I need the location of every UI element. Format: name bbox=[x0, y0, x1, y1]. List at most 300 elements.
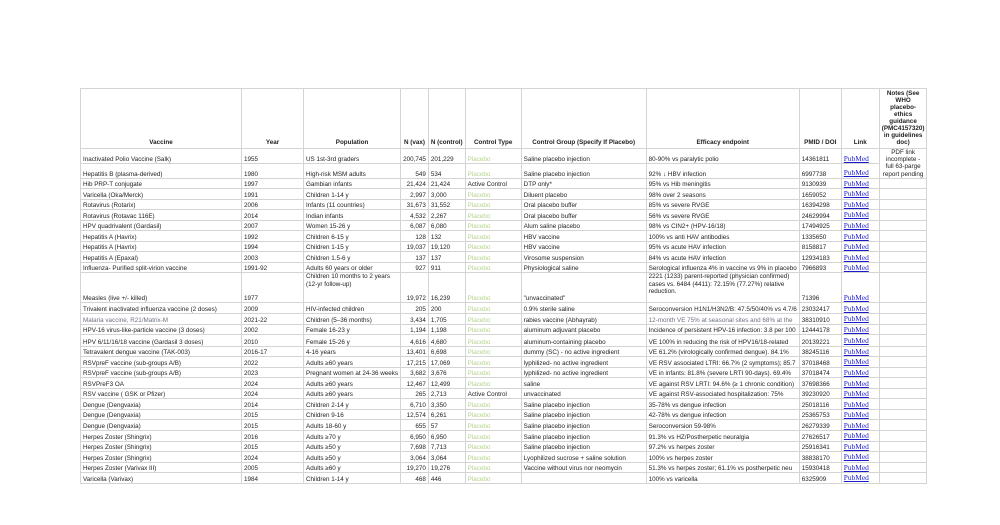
cell-control-group: aluminum adjuvant placebo bbox=[521, 324, 646, 335]
cell-control-group: Virosome suspension bbox=[521, 252, 646, 263]
cell-n-vax: 549 bbox=[401, 163, 429, 178]
cell-population: Female 16-23 y bbox=[304, 324, 401, 335]
cell-link bbox=[841, 357, 879, 368]
pubmed-link[interactable]: PubMed bbox=[843, 410, 869, 420]
cell-year: 2002 bbox=[242, 324, 304, 335]
cell-pmid: 38245116 bbox=[799, 346, 841, 357]
pubmed-link[interactable]: PubMed bbox=[843, 336, 869, 346]
cell-pmid: 38838170 bbox=[799, 452, 841, 463]
cell-n-control: 1,705 bbox=[428, 314, 465, 325]
cell-control-type: Placebo bbox=[465, 335, 521, 347]
pubmed-link[interactable]: PubMed bbox=[843, 231, 869, 241]
cell-control-type: Placebo bbox=[465, 273, 521, 303]
cell-pmid: 6325909 bbox=[799, 473, 841, 484]
cell-control-group: "unvaccinated" bbox=[521, 273, 646, 303]
cell-link bbox=[841, 346, 879, 357]
pubmed-link[interactable]: PubMed bbox=[843, 452, 869, 462]
pubmed-link[interactable]: PubMed bbox=[843, 462, 869, 472]
pubmed-link[interactable]: PubMed bbox=[843, 252, 869, 262]
cell-vaccine: Dengue (Dengvaxia) bbox=[81, 420, 242, 431]
cell-notes-empty bbox=[879, 399, 927, 410]
table-row bbox=[81, 220, 927, 231]
pubmed-link[interactable]: PubMed bbox=[843, 303, 869, 313]
table-row bbox=[81, 462, 927, 473]
pubmed-link[interactable]: PubMed bbox=[843, 168, 869, 178]
cell-efficacy: 95% vs acute HAV infection bbox=[646, 241, 799, 252]
cell-control-type: Placebo bbox=[465, 189, 521, 200]
cell-year: 2016-17 bbox=[242, 346, 304, 357]
cell-control-type: Placebo bbox=[465, 441, 521, 452]
cell-n-vax: 13,401 bbox=[401, 346, 429, 357]
cell-n-control: 6,080 bbox=[428, 220, 465, 231]
cell-population: HIV-infected children bbox=[304, 303, 401, 314]
cell-control-group: Saline placebo injection bbox=[521, 441, 646, 452]
cell-control-type: Placebo bbox=[465, 252, 521, 263]
cell-control-group: unvaccinated bbox=[521, 388, 646, 399]
pubmed-link[interactable]: PubMed bbox=[843, 263, 869, 273]
cell-efficacy: 35-78% vs dengue infection bbox=[646, 399, 799, 410]
table-row bbox=[81, 399, 927, 410]
cell-n-vax: 2,997 bbox=[401, 189, 429, 200]
cell-population: Women 15-26 y bbox=[304, 220, 401, 231]
cell-vaccine: HPV 6/11/16/18 vaccine (Gardasil 3 doses) bbox=[81, 335, 242, 347]
cell-control-type: Placebo bbox=[465, 163, 521, 178]
cell-population: US 1st-3rd graders bbox=[304, 149, 401, 164]
cell-control-type: Placebo bbox=[465, 367, 521, 378]
cell-n-control: 132 bbox=[428, 231, 465, 242]
cell-population: 4-16 years bbox=[304, 346, 401, 357]
cell-notes-empty bbox=[879, 178, 927, 189]
cell-vaccine: Influenza- Purified split-virion vaccine bbox=[81, 262, 242, 273]
cell-control-type: Placebo bbox=[465, 378, 521, 389]
header-row bbox=[81, 89, 927, 149]
cell-year: 2016 bbox=[242, 431, 304, 442]
cell-link bbox=[841, 220, 879, 231]
cell-link bbox=[841, 273, 879, 303]
cell-notes-empty bbox=[879, 378, 927, 389]
table-row bbox=[81, 210, 927, 221]
cell-control-group: Diluent placebo bbox=[521, 189, 646, 200]
cell-n-control: 201,229 bbox=[428, 149, 465, 164]
cell-link bbox=[841, 252, 879, 263]
cell-year: 2005 bbox=[242, 462, 304, 473]
cell-notes-empty bbox=[879, 241, 927, 252]
table-row bbox=[81, 452, 927, 463]
cell-notes-empty bbox=[879, 324, 927, 335]
cell-notes-empty bbox=[879, 262, 927, 273]
cell-control-type: Placebo bbox=[465, 324, 521, 335]
cell-control-group: 0.9% sterile saline bbox=[521, 303, 646, 314]
table-row bbox=[81, 431, 927, 442]
cell-efficacy: 91.3% vs HZ/Postherpetic neuralgia bbox=[646, 431, 799, 442]
pubmed-link[interactable]: PubMed bbox=[843, 189, 869, 199]
cell-efficacy: 100% vs anti HAV antibodies bbox=[646, 231, 799, 242]
table-row bbox=[81, 241, 927, 252]
cell-notes-empty bbox=[879, 388, 927, 399]
cell-n-vax: 12,574 bbox=[401, 409, 429, 420]
cell-pmid: 24629994 bbox=[799, 210, 841, 221]
cell-control-type: Placebo bbox=[465, 210, 521, 221]
cell-population: Children 1-14 y bbox=[304, 189, 401, 200]
cell-pmid: 23032417 bbox=[799, 303, 841, 314]
cell-n-control: 16,239 bbox=[428, 273, 465, 303]
cell-notes-empty bbox=[879, 431, 927, 442]
cell-control-type: Placebo bbox=[465, 357, 521, 368]
cell-vaccine: Tetravalent dengue vaccine (TAK-003) bbox=[81, 346, 242, 357]
cell-notes-empty bbox=[879, 220, 927, 231]
cell-notes-empty bbox=[879, 231, 927, 242]
cell-link bbox=[841, 388, 879, 399]
cell-population: Adults ≥60 years bbox=[304, 388, 401, 399]
cell-population: Children (5–36 months) bbox=[304, 314, 401, 325]
cell-pmid: 9130939 bbox=[799, 178, 841, 189]
cell-vaccine: Hib PRP-T conjugate bbox=[81, 178, 242, 189]
cell-n-vax: 927 bbox=[401, 262, 429, 273]
cell-vaccine: Dengue (Dengvaxia) bbox=[81, 399, 242, 410]
cell-control-type: Placebo bbox=[465, 303, 521, 314]
cell-year: 2024 bbox=[242, 388, 304, 399]
cell-year: 2009 bbox=[242, 303, 304, 314]
table-row bbox=[81, 420, 927, 431]
cell-control-type: Placebo bbox=[465, 220, 521, 231]
cell-efficacy: VE against RSV-associated hospitalization: 75% bbox=[646, 388, 799, 399]
table-row bbox=[81, 178, 927, 189]
cell-link bbox=[841, 241, 879, 252]
cell-notes-empty bbox=[879, 335, 927, 347]
table-row bbox=[81, 441, 927, 452]
cell-efficacy: VE against RSV LRTI: 94.6% (≥ 1 chronic condition) bbox=[646, 378, 799, 389]
cell-n-control: 200 bbox=[428, 303, 465, 314]
cell-n-control: 4,680 bbox=[428, 335, 465, 347]
cell-pmid: 8158817 bbox=[799, 241, 841, 252]
cell-efficacy: 92% ↓ HBV infection bbox=[646, 163, 799, 178]
cell-n-vax: 7,698 bbox=[401, 441, 429, 452]
cell-notes-empty bbox=[879, 473, 927, 484]
header-n-control: N (control) bbox=[428, 89, 465, 149]
cell-control-group: DTP only* bbox=[521, 178, 646, 189]
cell-efficacy: 80-90% vs paralytic polio bbox=[646, 149, 799, 164]
cell-control-group: Oral placebo buffer bbox=[521, 199, 646, 210]
cell-population: Adults ≥50 y bbox=[304, 441, 401, 452]
cell-efficacy: 100% vs varicella bbox=[646, 473, 799, 484]
cell-vaccine: RSVpreF vaccine (sub-groups A/B) bbox=[81, 357, 242, 368]
cell-pmid: 37018468 bbox=[799, 357, 841, 368]
cell-link bbox=[841, 431, 879, 442]
cell-vaccine: Hepatitis B (plasma-derived) bbox=[81, 163, 242, 178]
cell-notes-empty bbox=[879, 252, 927, 263]
cell-pmid: 27626517 bbox=[799, 431, 841, 442]
cell-year: 2024 bbox=[242, 378, 304, 389]
cell-efficacy: 56% vs severe RVGE bbox=[646, 210, 799, 221]
cell-n-control: 3,676 bbox=[428, 367, 465, 378]
cell-year: 1984 bbox=[242, 473, 304, 484]
cell-year: 1991 bbox=[242, 189, 304, 200]
cell-vaccine: Malaria vaccine, R21/Matrix-M bbox=[81, 314, 242, 325]
cell-link bbox=[841, 314, 879, 325]
cell-pmid: 37698366 bbox=[799, 378, 841, 389]
cell-year: 1994 bbox=[242, 241, 304, 252]
cell-pmid: 1335650 bbox=[799, 231, 841, 242]
cell-n-vax: 6,950 bbox=[401, 431, 429, 442]
cell-control-type: Placebo bbox=[465, 346, 521, 357]
cell-vaccine: Dengue (Dengvaxia) bbox=[81, 409, 242, 420]
cell-efficacy: 85% vs severe RVGE bbox=[646, 199, 799, 210]
cell-vaccine: Hepatitis A (Havrix) bbox=[81, 241, 242, 252]
cell-year: 1992 bbox=[242, 231, 304, 242]
cell-control-group: Saline placebo injection bbox=[521, 399, 646, 410]
cell-pmid: 37018474 bbox=[799, 367, 841, 378]
table-body bbox=[81, 149, 927, 483]
cell-population: Pregnant women at 24-36 weeks bbox=[304, 367, 401, 378]
cell-n-vax: 468 bbox=[401, 473, 429, 484]
cell-control-group: Saline placebo injection bbox=[521, 149, 646, 164]
cell-link bbox=[841, 409, 879, 420]
table-row bbox=[81, 324, 927, 335]
cell-efficacy: Serological influenza 4% in vaccine vs 9% in placebo bbox=[646, 262, 799, 273]
cell-control-group: lyphilized- no active ingredient bbox=[521, 367, 646, 378]
cell-efficacy: 98% vs CIN2+ (HPV-16/18) bbox=[646, 220, 799, 231]
cell-pmid: 15930418 bbox=[799, 462, 841, 473]
pubmed-link[interactable]: PubMed bbox=[843, 378, 869, 388]
cell-control-type: Placebo bbox=[465, 431, 521, 442]
cell-year: 1977 bbox=[242, 273, 304, 303]
pubmed-link[interactable]: PubMed bbox=[843, 178, 869, 188]
cell-year: 2014 bbox=[242, 399, 304, 410]
cell-control-group: Vaccine without virus nor neomycin bbox=[521, 462, 646, 473]
cell-vaccine: Hepatitis A (Epaxal) bbox=[81, 252, 242, 263]
cell-control-group: Saline placebo injection bbox=[521, 420, 646, 431]
cell-vaccine: Rotavirus (Rotarix) bbox=[81, 199, 242, 210]
cell-population: Adults ≥60 years bbox=[304, 378, 401, 389]
table-row bbox=[81, 357, 927, 368]
pubmed-link[interactable]: PubMed bbox=[843, 199, 869, 209]
cell-n-control: 3,000 bbox=[428, 189, 465, 200]
cell-control-group: lyphilized- no active ingredient bbox=[521, 357, 646, 368]
cell-efficacy: Seroconversion 59-98% bbox=[646, 420, 799, 431]
cell-efficacy: VE 61.2% (virologically confirmed dengue). 84.1% bbox=[646, 346, 799, 357]
cell-notes-empty bbox=[879, 367, 927, 378]
cell-vaccine: Hepatitis A (Havrix) bbox=[81, 231, 242, 242]
header-notes: Notes (See WHO placebo-ethics guidance (PMC4157320) in guidelines doc) bbox=[879, 89, 927, 149]
cell-link bbox=[841, 199, 879, 210]
header-pmid: PMID / DOI bbox=[799, 89, 841, 149]
cell-efficacy: VE 100% in reducing the risk of HPV16/18-related bbox=[646, 335, 799, 347]
cell-notes-empty bbox=[879, 189, 927, 200]
cell-n-vax: 12,467 bbox=[401, 378, 429, 389]
cell-n-vax: 19,270 bbox=[401, 462, 429, 473]
cell-population: Children 1-15 y bbox=[304, 241, 401, 252]
table-row bbox=[81, 189, 927, 200]
cell-link bbox=[841, 462, 879, 473]
cell-control-type: Placebo bbox=[465, 462, 521, 473]
cell-n-control: 3,064 bbox=[428, 452, 465, 463]
cell-pmid: 16394298 bbox=[799, 199, 841, 210]
cell-n-control: 534 bbox=[428, 163, 465, 178]
cell-population: Adults ≥60 y bbox=[304, 462, 401, 473]
cell-population: Adults ≥50 y bbox=[304, 452, 401, 463]
cell-control-group: HBV vaccine bbox=[521, 231, 646, 242]
table-row bbox=[81, 273, 927, 303]
cell-control-type: Placebo bbox=[465, 231, 521, 242]
cell-pmid: 1659052 bbox=[799, 189, 841, 200]
pubmed-link[interactable]: PubMed bbox=[843, 441, 869, 451]
cell-link bbox=[841, 262, 879, 273]
pubmed-link[interactable]: PubMed bbox=[843, 357, 869, 367]
cell-efficacy: 95% vs Hib meningitis bbox=[646, 178, 799, 189]
cell-n-control: 12,499 bbox=[428, 378, 465, 389]
cell-control-type: Active Control bbox=[465, 388, 521, 399]
header-population: Population bbox=[304, 89, 401, 149]
pubmed-link[interactable]: PubMed bbox=[843, 389, 869, 399]
pubmed-link[interactable]: PubMed bbox=[843, 242, 869, 252]
cell-control-group bbox=[521, 473, 646, 484]
cell-year: 2015 bbox=[242, 409, 304, 420]
cell-vaccine: Varicella (Oka/Merck) bbox=[81, 189, 242, 200]
cell-year: 2003 bbox=[242, 252, 304, 263]
pubmed-link[interactable]: PubMed bbox=[843, 153, 869, 163]
cell-n-control: 17,069 bbox=[428, 357, 465, 368]
cell-notes-empty bbox=[879, 462, 927, 473]
table-row bbox=[81, 262, 927, 273]
cell-year: 1997 bbox=[242, 178, 304, 189]
cell-n-vax: 655 bbox=[401, 420, 429, 431]
cell-year: 2022 bbox=[242, 357, 304, 368]
pubmed-link[interactable]: PubMed bbox=[843, 420, 869, 430]
cell-n-vax: 4,616 bbox=[401, 335, 429, 347]
cell-link bbox=[841, 441, 879, 452]
table-row bbox=[81, 149, 927, 164]
table-row bbox=[81, 252, 927, 263]
cell-pmid: 20139221 bbox=[799, 335, 841, 347]
pubmed-link[interactable]: PubMed bbox=[843, 324, 869, 334]
cell-population: Indian infants bbox=[304, 210, 401, 221]
cell-vaccine: Herpes Zoster (Shingrix) bbox=[81, 441, 242, 452]
cell-efficacy: 98% over 2 seasons bbox=[646, 189, 799, 200]
cell-population: Adults 18-60 y bbox=[304, 420, 401, 431]
cell-notes-empty bbox=[879, 441, 927, 452]
cell-vaccine: HPV-16 virus-like-particle vaccine (3 doses) bbox=[81, 324, 242, 335]
cell-year: 2007 bbox=[242, 220, 304, 231]
cell-control-group: Saline placebo injection bbox=[521, 163, 646, 178]
cell-notes-empty bbox=[879, 452, 927, 463]
cell-control-type: Placebo bbox=[465, 399, 521, 410]
cell-year: 2024 bbox=[242, 452, 304, 463]
cell-link bbox=[841, 420, 879, 431]
cell-control-group: rabies vaccine (Abhayrab) bbox=[521, 314, 646, 325]
cell-pmid: 71396 bbox=[799, 273, 841, 303]
cell-n-control: 6,950 bbox=[428, 431, 465, 442]
cell-n-vax: 200,745 bbox=[401, 149, 429, 164]
cell-year: 2021-22 bbox=[242, 314, 304, 325]
table-row bbox=[81, 163, 927, 178]
cell-n-control: 57 bbox=[428, 420, 465, 431]
cell-pmid: 6997738 bbox=[799, 163, 841, 178]
table-row bbox=[81, 231, 927, 242]
cell-link bbox=[841, 189, 879, 200]
cell-year: 2010 bbox=[242, 335, 304, 347]
cell-population: Adults 60 years or older bbox=[304, 262, 401, 273]
cell-vaccine: Varicella (Varivax) bbox=[81, 473, 242, 484]
cell-control-type: Placebo bbox=[465, 473, 521, 484]
pubmed-link[interactable]: PubMed bbox=[843, 210, 869, 220]
cell-pmid: 17494925 bbox=[799, 220, 841, 231]
table-row bbox=[81, 303, 927, 314]
cell-n-control: 31,552 bbox=[428, 199, 465, 210]
cell-population: Children 6-15 y bbox=[304, 231, 401, 242]
pubmed-link[interactable]: PubMed bbox=[843, 473, 869, 483]
cell-year: 1980 bbox=[242, 163, 304, 178]
pubmed-link[interactable]: PubMed bbox=[843, 314, 869, 324]
pubmed-link[interactable]: PubMed bbox=[843, 346, 869, 356]
cell-n-vax: 17,215 bbox=[401, 357, 429, 368]
cell-pmid: 12934183 bbox=[799, 252, 841, 263]
cell-notes-empty bbox=[879, 210, 927, 221]
cell-n-vax: 19,037 bbox=[401, 241, 429, 252]
cell-population: Children 10 months to 2 years (12-yr follow-up) bbox=[304, 273, 401, 303]
cell-population: Infants (11 countries) bbox=[304, 199, 401, 210]
cell-control-type: Placebo bbox=[465, 314, 521, 325]
cell-vaccine: Trivalent inactivated influenza vaccine (2 doses) bbox=[81, 303, 242, 314]
cell-n-control: 21,424 bbox=[428, 178, 465, 189]
cell-n-vax: 6,087 bbox=[401, 220, 429, 231]
cell-vaccine: Herpes Zoster (Shingrix) bbox=[81, 431, 242, 442]
pubmed-link[interactable]: PubMed bbox=[843, 399, 869, 409]
cell-link bbox=[841, 178, 879, 189]
cell-pmid: 7966893 bbox=[799, 262, 841, 273]
cell-vaccine: RSVPreF3 OA bbox=[81, 378, 242, 389]
cell-vaccine: HPV quadrivalent (Gardasil) bbox=[81, 220, 242, 231]
cell-vaccine: Herpes Zoster (Shingrix) bbox=[81, 452, 242, 463]
cell-population: High-risk MSM adults bbox=[304, 163, 401, 178]
cell-n-vax: 128 bbox=[401, 231, 429, 242]
table-row bbox=[81, 314, 927, 325]
cell-pmid: 25916341 bbox=[799, 441, 841, 452]
cell-population: Adults ≥60 years bbox=[304, 357, 401, 368]
cell-control-type: Placebo bbox=[465, 241, 521, 252]
cell-pmid: 26279339 bbox=[799, 420, 841, 431]
cell-population: Gambian infants bbox=[304, 178, 401, 189]
cell-control-type: Placebo bbox=[465, 452, 521, 463]
pubmed-link[interactable]: PubMed bbox=[843, 431, 869, 441]
cell-efficacy: 84% vs acute HAV infection bbox=[646, 252, 799, 263]
pubmed-link[interactable]: PubMed bbox=[843, 221, 869, 231]
cell-efficacy: 100% vs herpes zoster bbox=[646, 452, 799, 463]
cell-vaccine: RSVpreF vaccine (sub-groups A/B) bbox=[81, 367, 242, 378]
cell-control-group: Lyophilized sucrose + saline solution bbox=[521, 452, 646, 463]
cell-link bbox=[841, 367, 879, 378]
cell-n-vax: 6,710 bbox=[401, 399, 429, 410]
cell-n-vax: 4,532 bbox=[401, 210, 429, 221]
header-link: Link bbox=[841, 89, 879, 149]
table-row bbox=[81, 335, 927, 347]
cell-link bbox=[841, 378, 879, 389]
pubmed-link[interactable]: PubMed bbox=[843, 293, 869, 303]
cell-control-type: Placebo bbox=[465, 262, 521, 273]
cell-n-vax: 205 bbox=[401, 303, 429, 314]
cell-control-type: Placebo bbox=[465, 149, 521, 164]
table-row bbox=[81, 199, 927, 210]
cell-year: 1955 bbox=[242, 149, 304, 164]
cell-link bbox=[841, 210, 879, 221]
cell-population: Children 9-16 bbox=[304, 409, 401, 420]
header-year: Year bbox=[242, 89, 304, 149]
cell-control-group: HBV vaccine bbox=[521, 241, 646, 252]
cell-population: Children 2-14 y bbox=[304, 399, 401, 410]
cell-control-group: Alum saline placebo bbox=[521, 220, 646, 231]
cell-vaccine: Rotavirus (Rotavac 116E) bbox=[81, 210, 242, 221]
cell-n-control: 19,120 bbox=[428, 241, 465, 252]
pubmed-link[interactable]: PubMed bbox=[843, 367, 869, 377]
